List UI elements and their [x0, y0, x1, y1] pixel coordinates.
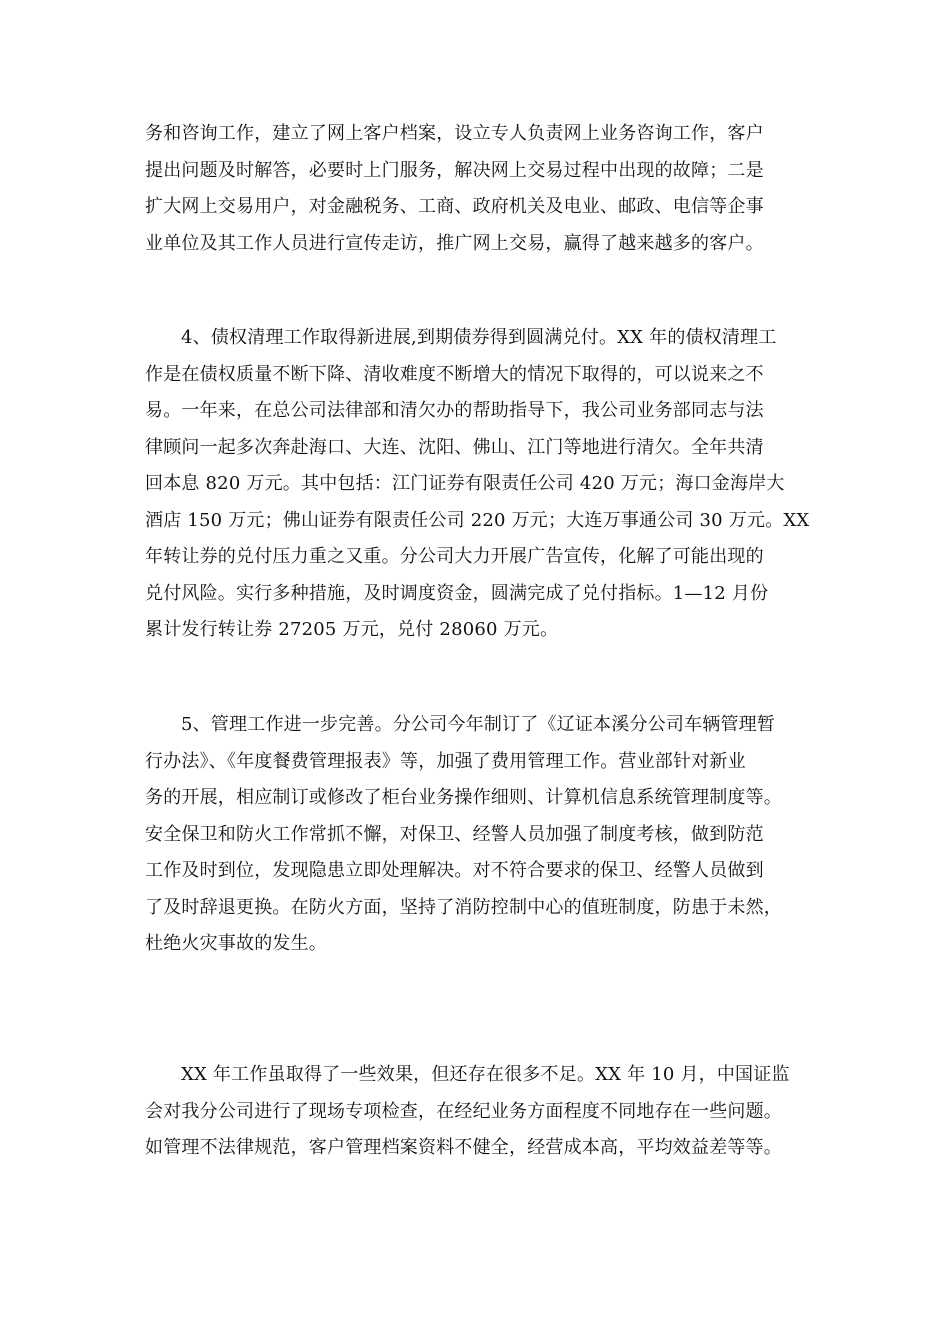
text-line: 务的开展，相应制订或修改了柜台业务操作细则、计算机信息系统管理制度等。	[145, 787, 782, 808]
paragraph-debt-clearance	[145, 320, 811, 649]
text-line: 业单位及其工作人员进行宣传走访，推广网上交易，赢得了越来越多的客户。	[145, 232, 764, 254]
text-line: 安全保卫和防火工作常抓不懈，对保卫、经警人员加强了制度考核，做到防范	[145, 823, 764, 845]
text-line: 会对我分公司进行了现场专项检查，在经纪业务方面程度不同地存在一些问题。	[145, 1100, 782, 1122]
text-line: 4、债权清理工作取得新进展,到期债券得到圆满兑付。XX 年的债权清理工	[181, 327, 777, 348]
text-line: 回本息 820 万元。其中包括：江门证券有限责任公司 420 万元；海口金海岸大	[145, 473, 785, 494]
text-line: 了及时辞退更换。在防火方面，坚持了消防控制中心的值班制度，防患于未然，	[145, 896, 782, 918]
text-line: 5、管理工作进一步完善。分公司今年制订了《辽证本溪分公司车辆管理暂	[181, 714, 776, 735]
text-line: 易。一年来，在总公司法律部和清欠办的帮助指导下，我公司业务部同志与法	[145, 400, 764, 421]
text-line: 酒店 150 万元；佛山证券有限责任公司 220 万元；大连万事通公司 30 万元。XX	[145, 509, 810, 531]
text-line: 如管理不法律规范，客户管理档案资料不健全，经营成本高，平均效益差等等。	[145, 1137, 782, 1158]
text-line: 工作及时到位，发现隐患立即处理解决。对不符合要求的保卫、经警人员做到	[145, 860, 764, 881]
text-line: 兑付风险。实行多种措施，及时调度资金，圆满完成了兑付指标。1—12 月份	[145, 582, 769, 604]
paragraph-online-trading	[145, 116, 811, 262]
text-line: 作是在债权质量不断下降、清收难度不断增大的情况下取得的，可以说来之不	[145, 363, 764, 385]
text-line: 律顾问一起多次奔赴海口、大连、沈阳、佛山、江门等地进行清欠。全年共清	[145, 436, 764, 458]
text-line: 提出问题及时解答，必要时上门服务，解决网上交易过程中出现的故障；二是	[145, 159, 764, 181]
text-line: 扩大网上交易用户，对金融税务、工商、政府机关及电业、邮政、电信等企事	[145, 196, 764, 217]
paragraph-management	[145, 707, 811, 963]
text-line: 务和咨询工作，建立了网上客户档案，设立专人负责网上业务咨询工作，客户	[145, 123, 764, 144]
paragraph-shortcomings	[145, 1057, 811, 1167]
text-line: 行办法》、《年度餐费管理报表》等，加强了费用管理工作。营业部针对新业	[145, 750, 746, 772]
text-line: 累计发行转让券 27205 万元，兑付 28060 万元。	[145, 619, 559, 640]
text-line: 年转让券的兑付压力重之又重。分公司大力开展广告宣传，化解了可能出现的	[145, 546, 764, 567]
text-line: 杜绝火灾事故的发生。	[145, 933, 327, 954]
text-line: XX 年工作虽取得了一些效果，但还存在很多不足。XX 年 10 月，中国证监	[181, 1064, 790, 1085]
